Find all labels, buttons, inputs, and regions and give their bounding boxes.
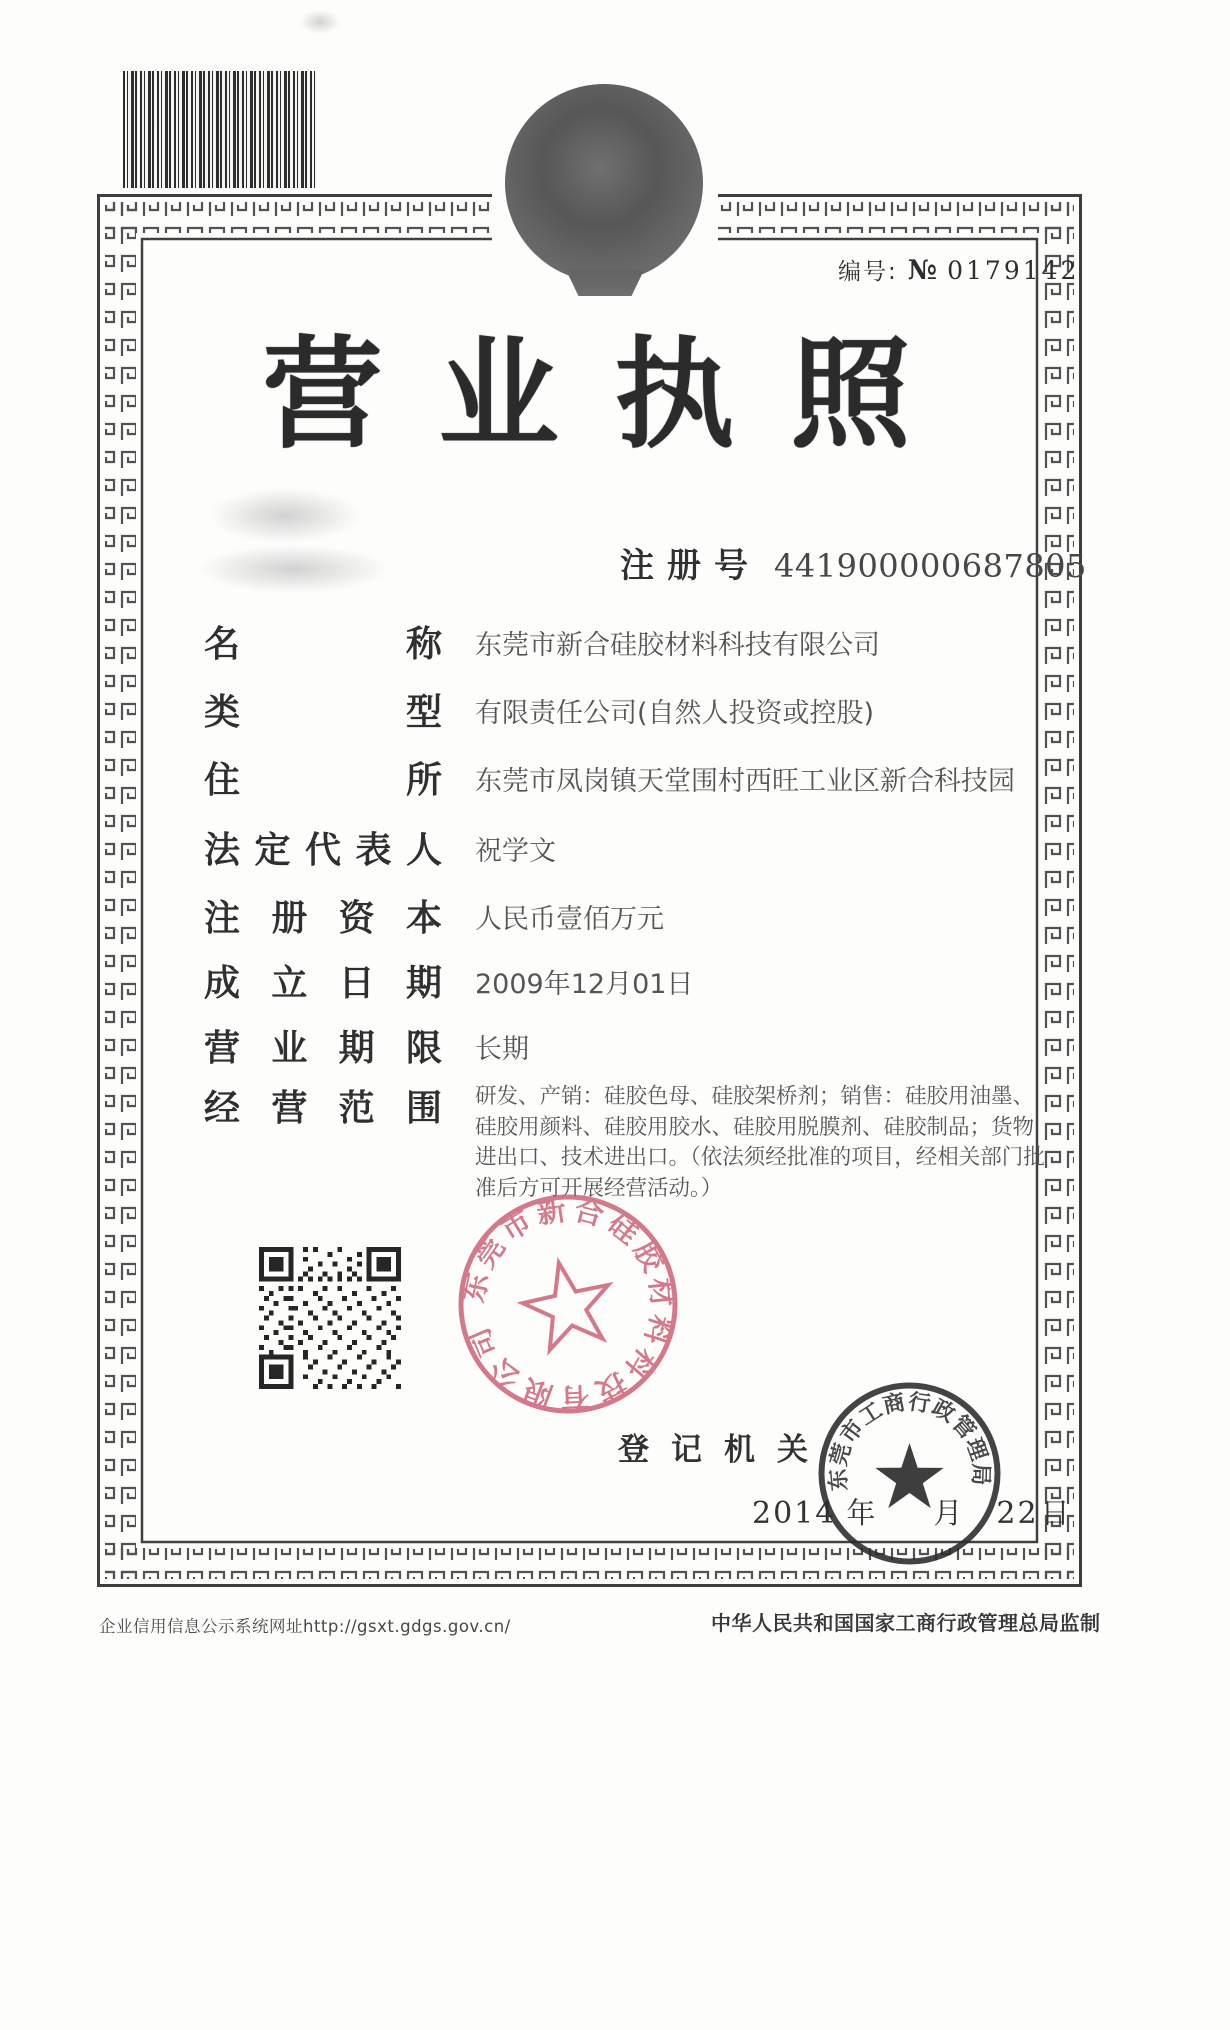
- day-unit: 日: [1040, 1496, 1070, 1530]
- registration-number-label: 注 册 号: [620, 546, 748, 586]
- field-value: 2009年12月01日: [475, 969, 694, 1000]
- field-label: 营 业 期 限: [204, 1028, 442, 1069]
- serial-label: 编号:: [838, 259, 898, 285]
- qr-code: [259, 1247, 401, 1389]
- authority-seal: [813, 1377, 1006, 1570]
- scan-smudge: [300, 10, 340, 34]
- svg-text:东莞市新合硅胶材料科技有限公司: [456, 1192, 680, 1416]
- month-unit: 月: [933, 1496, 963, 1530]
- field-value: 东莞市新合硅胶材料科技有限公司: [475, 630, 880, 661]
- field-label: 注 册 资 本: [204, 898, 442, 939]
- field-label: 经 营 范 围: [204, 1088, 442, 1129]
- field-value: 有限责任公司(自然人投资或控股): [475, 698, 875, 729]
- registration-number: 441900000687805: [774, 547, 1087, 585]
- field-label: 法 定 代 表 人: [204, 830, 442, 871]
- national-emblem-icon: [505, 84, 703, 282]
- document-title: 营业执照: [262, 326, 967, 465]
- field-label: 类 型: [204, 692, 442, 733]
- scan-smudge: [198, 545, 388, 593]
- registrar-label: 登 记 机 关: [618, 1432, 808, 1468]
- field-value: 长期: [475, 1034, 529, 1065]
- company-seal-text: 东莞市新合硅胶材料科技有限公司: [455, 1191, 681, 1416]
- field-value: 人民币壹佰万元: [475, 904, 664, 935]
- star-outline-icon: [516, 1254, 619, 1354]
- national-emblem-base: [566, 270, 644, 296]
- company-seal: [452, 1188, 684, 1420]
- authority-seal-text: 东莞市工商行政管理局: [825, 1389, 993, 1492]
- serial-number: 0179142: [947, 256, 1080, 285]
- star-icon: [875, 1443, 943, 1508]
- registration-number-line: [620, 538, 1087, 587]
- issue-day: 22: [996, 1496, 1039, 1531]
- issue-year: 2014: [752, 1496, 837, 1531]
- footer-public-system-url: 企业信用信息公示系统网址http://gsxt.gdgs.gov.cn/: [99, 1617, 511, 1636]
- field-label: 住 所: [204, 760, 442, 801]
- field-value: 研发、产销：硅胶色母、硅胶架桥剂；销售：硅胶用油墨、硅胶用颜料、硅胶用胶水、硅胶用脱膜剂、硅胶制品；货物进出口、技术进出口。（依法须经批准的项目，经相关部门批准后方可开展经营活动。）: [475, 1084, 1045, 1201]
- field-label: 成 立 日 期: [204, 963, 442, 1004]
- barcode: [123, 71, 317, 188]
- field-value: 东莞市凤岗镇天堂围村西旺工业区新合科技园: [475, 766, 1015, 797]
- numero-sign: №: [907, 255, 938, 286]
- footer-issuer: 中华人民共和国国家工商行政管理总局监制: [711, 1611, 1101, 1635]
- field-label: 名 称: [204, 624, 442, 665]
- serial-number-line: [838, 253, 1079, 286]
- scan-smudge: [210, 488, 360, 543]
- year-unit: 年: [846, 1496, 876, 1530]
- field-value: 祝学文: [475, 836, 556, 867]
